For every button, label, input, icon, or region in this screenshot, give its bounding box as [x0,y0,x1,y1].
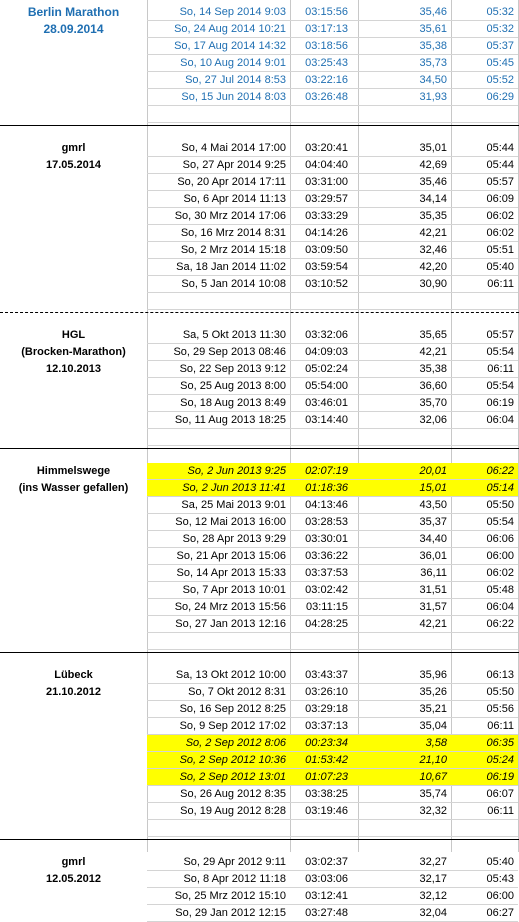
pace-cell: 06:19 [486,771,514,783]
pace-cell: 05:50 [486,686,514,698]
pace-cell: 06:11 [487,363,514,375]
date-cell: So, 12 Mai 2013 16:00 [175,516,286,528]
table-row[interactable] [0,684,519,701]
date-cell: So, 2 Sep 2012 8:06 [185,737,286,749]
table-row[interactable] [0,735,519,752]
pace-cell: 06:11 [487,720,514,732]
duration-cell: 03:27:48 [305,907,348,919]
table-row[interactable] [0,514,519,531]
date-cell: So, 16 Mrz 2014 8:31 [180,227,286,239]
distance-cell: 42,21 [419,618,447,630]
date-cell: So, 26 Aug 2012 8:35 [180,788,286,800]
pace-cell: 06:35 [486,737,514,749]
distance-cell: 35,96 [419,669,447,681]
date-cell: So, 2 Jun 2013 11:41 [182,482,286,494]
distance-cell: 35,61 [419,23,447,35]
pace-cell: 05:51 [486,244,514,256]
distance-cell: 42,20 [419,261,447,273]
distance-cell: 32,17 [419,873,447,885]
table-row[interactable] [0,361,519,378]
table-row[interactable] [0,89,519,106]
pace-cell: 05:14 [486,482,514,494]
duration-cell: 03:10:52 [305,278,348,290]
group-label: 21.10.2012 [45,686,102,698]
table-row[interactable] [0,344,519,361]
table-row[interactable] [0,208,519,225]
group-label: Lübeck [54,669,93,681]
date-cell: So, 14 Sep 2014 9:03 [179,6,286,18]
pace-cell: 06:22 [486,618,514,630]
pace-cell: 06:04 [486,414,514,426]
date-cell: So, 29 Sep 2013 08:46 [173,346,286,358]
date-cell: So, 2 Sep 2012 10:36 [179,754,286,766]
duration-cell: 03:02:42 [305,584,348,596]
table-row[interactable] [0,667,519,684]
pace-cell: 05:40 [486,261,514,273]
table-row[interactable] [0,4,519,21]
duration-cell: 03:59:54 [305,261,348,273]
date-cell: So, 15 Jun 2014 8:03 [181,91,286,103]
duration-cell: 03:36:22 [305,550,348,562]
date-cell: So, 8 Apr 2012 11:18 [183,873,286,885]
table-row[interactable] [0,701,519,718]
distance-cell: 21,10 [419,754,447,766]
table-row[interactable] [0,905,519,922]
table-row[interactable] [0,225,519,242]
distance-cell: 32,12 [419,890,447,902]
pace-cell: 05:57 [486,176,514,188]
table-row[interactable] [0,242,519,259]
grid-line-horizontal [147,632,518,633]
distance-cell: 31,57 [419,601,447,613]
group-label: gmrl [61,856,86,868]
date-cell: So, 18 Aug 2013 8:49 [180,397,286,409]
duration-cell: 03:37:13 [305,720,348,732]
date-cell: So, 30 Mrz 2014 17:06 [174,210,286,222]
duration-cell: 03:31:00 [305,176,348,188]
duration-cell: 03:22:16 [305,74,348,86]
date-cell: So, 5 Jan 2014 10:08 [181,278,286,290]
date-cell: So, 2 Jun 2013 9:25 [187,465,286,477]
group-separator [0,448,519,449]
duration-cell: 03:26:48 [305,91,348,103]
table-row[interactable] [0,276,519,293]
pace-cell: 05:52 [486,74,514,86]
group-label: 28.09.2014 [43,22,104,36]
date-cell: So, 28 Apr 2013 9:29 [182,533,286,545]
table-row[interactable] [0,752,519,769]
date-cell: So, 10 Aug 2014 9:01 [180,57,286,69]
duration-cell: 03:20:41 [305,142,348,154]
table-row[interactable] [0,72,519,89]
distance-cell: 42,69 [419,159,447,171]
pace-cell: 05:54 [486,346,514,358]
pace-cell: 06:06 [486,533,514,545]
duration-cell: 03:28:53 [305,516,348,528]
pace-cell: 05:56 [486,703,514,715]
duration-cell: 03:09:50 [305,244,348,256]
group-label: 17.05.2014 [45,159,102,171]
distance-cell: 36,01 [419,550,447,562]
date-cell: Sa, 18 Jan 2014 11:02 [176,261,286,273]
table-row[interactable] [0,616,519,633]
grid-line-horizontal [147,309,518,310]
distance-cell: 42,21 [419,227,447,239]
distance-cell: 3,58 [425,737,447,749]
group-separator [0,839,519,840]
distance-cell: 32,27 [419,856,447,868]
duration-cell: 03:18:56 [305,40,348,52]
duration-cell: 03:26:10 [305,686,348,698]
duration-cell: 04:04:40 [305,159,348,171]
table-row[interactable] [0,548,519,565]
duration-cell: 04:14:26 [305,227,348,239]
pace-cell: 05:57 [486,329,514,341]
group-label: HGL [61,329,86,341]
grid-line-horizontal [147,649,518,650]
date-cell: So, 29 Apr 2012 9:11 [183,856,286,868]
pace-cell: 06:02 [486,210,514,222]
pace-cell: 06:27 [486,907,514,919]
grid-line-horizontal [147,445,518,446]
date-cell: So, 27 Jan 2013 12:16 [175,618,286,630]
table-row[interactable] [0,786,519,803]
table-row[interactable] [0,327,519,344]
distance-cell: 35,46 [419,176,447,188]
grid-line-horizontal [147,105,518,106]
duration-cell: 03:38:25 [305,788,348,800]
group-label: 12.05.2012 [45,873,102,885]
distance-cell: 35,46 [419,6,447,18]
distance-cell: 35,35 [419,210,447,222]
date-cell: Sa, 13 Okt 2012 10:00 [175,669,286,681]
distance-cell: 32,46 [419,244,447,256]
date-cell: So, 24 Mrz 2013 15:56 [174,601,286,613]
table-row[interactable] [0,531,519,548]
duration-cell: 03:12:41 [305,890,348,902]
date-cell: So, 9 Sep 2012 17:02 [179,720,286,732]
pace-cell: 05:43 [486,873,514,885]
pace-cell: 06:19 [486,397,514,409]
duration-cell: 05:02:24 [305,363,348,375]
duration-cell: 01:18:36 [305,482,348,494]
duration-cell: 04:09:03 [305,346,348,358]
date-cell: Sa, 25 Mai 2013 9:01 [181,499,286,511]
distance-cell: 36,60 [419,380,447,392]
duration-cell: 01:07:23 [305,771,348,783]
distance-cell: 35,04 [419,720,447,732]
date-cell: So, 20 Apr 2014 17:11 [177,176,286,188]
date-cell: So, 2 Mrz 2014 15:18 [180,244,286,256]
distance-cell: 30,90 [419,278,447,290]
table-row[interactable] [0,463,519,480]
duration-cell: 05:54:00 [305,380,348,392]
pace-cell: 06:22 [486,465,514,477]
date-cell: So, 27 Jul 2014 8:53 [185,74,286,86]
duration-cell: 03:43:37 [305,669,348,681]
pace-cell: 05:44 [486,142,514,154]
date-cell: Sa, 5 Okt 2013 11:30 [182,329,286,341]
distance-cell: 34,40 [419,533,447,545]
pace-cell: 05:45 [486,57,514,69]
table-row[interactable] [0,565,519,582]
distance-cell: 35,38 [419,363,447,375]
distance-cell: 35,37 [419,516,447,528]
date-cell: So, 17 Aug 2014 14:32 [174,40,286,52]
table-row[interactable] [0,871,519,888]
table-row[interactable] [0,38,519,55]
date-cell: So, 2 Sep 2012 13:01 [179,771,286,783]
group-label: (Brocken-Marathon) [21,346,126,358]
date-cell: So, 11 Aug 2013 18:25 [174,414,286,426]
pace-cell: 05:37 [486,40,514,52]
pace-cell: 06:00 [486,890,514,902]
grid-line-horizontal [147,819,518,820]
group-separator [0,125,519,126]
distance-cell: 34,14 [419,193,447,205]
distance-cell: 10,67 [419,771,447,783]
duration-cell: 03:32:06 [305,329,348,341]
distance-cell: 35,65 [419,329,447,341]
group-label: (ins Wasser gefallen) [18,482,129,494]
date-cell: So, 16 Sep 2012 8:25 [179,703,286,715]
table-row[interactable] [0,718,519,735]
table-row[interactable] [0,395,519,412]
duration-cell: 03:30:01 [305,533,348,545]
distance-cell: 31,93 [419,91,447,103]
pace-cell: 06:07 [486,788,514,800]
date-cell: So, 25 Aug 2013 8:00 [180,380,286,392]
date-cell: So, 19 Aug 2012 8:28 [180,805,286,817]
group-label: 12.10.2013 [45,363,102,375]
duration-cell: 03:33:29 [305,210,348,222]
duration-cell: 03:02:37 [305,856,348,868]
table-row[interactable] [0,769,519,786]
table-row[interactable] [0,174,519,191]
pace-cell: 06:00 [486,550,514,562]
duration-cell: 04:28:25 [305,618,348,630]
table-row[interactable] [0,803,519,820]
duration-cell: 03:17:13 [305,23,348,35]
date-cell: So, 27 Apr 2014 9:25 [182,159,286,171]
date-cell: So, 21 Apr 2013 15:06 [176,550,286,562]
table-row[interactable] [0,191,519,208]
pace-cell: 06:02 [486,227,514,239]
distance-cell: 36,11 [420,567,447,579]
duration-cell: 03:29:18 [305,703,348,715]
distance-cell: 35,01 [419,142,447,154]
grid-line-horizontal [147,122,518,123]
date-cell: So, 22 Sep 2013 9:12 [179,363,286,375]
distance-cell: 35,26 [419,686,447,698]
date-cell: So, 6 Apr 2014 11:13 [183,193,286,205]
distance-cell: 35,70 [419,397,447,409]
table-row[interactable] [0,140,519,157]
distance-cell: 31,51 [419,584,447,596]
table-row[interactable] [0,582,519,599]
distance-cell: 35,73 [419,57,447,69]
duration-cell: 03:25:43 [305,57,348,69]
pace-cell: 06:11 [487,278,514,290]
group-label: Himmelswege [36,465,111,477]
table-row[interactable] [0,378,519,395]
duration-cell: 03:19:46 [305,805,348,817]
date-cell: So, 25 Mrz 2012 15:10 [174,890,286,902]
pace-cell: 06:11 [487,805,514,817]
pace-cell: 06:13 [486,669,514,681]
duration-cell: 03:37:53 [305,567,348,579]
table-row[interactable] [0,480,519,497]
pace-cell: 05:54 [486,516,514,528]
grid-line-horizontal [147,836,518,837]
group-label: Berlin Marathon [27,5,120,19]
date-cell: So, 14 Apr 2013 15:33 [176,567,286,579]
duration-cell: 03:29:57 [305,193,348,205]
grid-line-horizontal [147,292,518,293]
pace-cell: 06:29 [486,91,514,103]
table-row[interactable] [0,854,519,871]
table-row[interactable] [0,599,519,616]
distance-cell: 34,50 [419,74,447,86]
duration-cell: 03:14:40 [305,414,348,426]
table-row[interactable] [0,21,519,38]
table-row[interactable] [0,55,519,72]
duration-cell: 03:11:15 [305,601,348,613]
distance-cell: 32,32 [419,805,447,817]
pace-cell: 05:48 [486,584,514,596]
date-cell: So, 4 Mai 2014 17:00 [181,142,286,154]
pace-cell: 06:04 [486,601,514,613]
table-row[interactable] [0,412,519,429]
distance-cell: 20,01 [419,465,447,477]
duration-cell: 00:23:34 [305,737,348,749]
distance-cell: 35,38 [419,40,447,52]
pace-cell: 05:32 [486,23,514,35]
date-cell: So, 24 Aug 2014 10:21 [174,23,286,35]
date-cell: So, 7 Okt 2012 8:31 [188,686,286,698]
pace-cell: 05:54 [486,380,514,392]
table-row[interactable] [0,259,519,276]
table-row[interactable] [0,497,519,514]
date-cell: So, 7 Apr 2013 10:01 [182,584,286,596]
duration-cell: 03:15:56 [305,6,348,18]
pace-cell: 05:32 [486,6,514,18]
group-label: gmrl [61,142,86,154]
table-row[interactable] [0,157,519,174]
table-row[interactable] [0,888,519,905]
distance-cell: 35,74 [419,788,447,800]
pace-cell: 05:44 [486,159,514,171]
group-separator [0,652,519,653]
distance-cell: 42,21 [419,346,447,358]
distance-cell: 43,50 [419,499,447,511]
pace-cell: 05:24 [486,754,514,766]
distance-cell: 35,21 [419,703,447,715]
pace-cell: 05:50 [486,499,514,511]
pace-cell: 06:09 [486,193,514,205]
group-separator [0,312,519,313]
duration-cell: 03:46:01 [305,397,348,409]
pace-cell: 05:40 [486,856,514,868]
duration-cell: 02:07:19 [305,465,348,477]
duration-cell: 04:13:46 [305,499,348,511]
distance-cell: 32,06 [419,414,447,426]
duration-cell: 03:03:06 [305,873,348,885]
pace-cell: 06:02 [486,567,514,579]
distance-cell: 15,01 [419,482,447,494]
distance-cell: 32,04 [419,907,447,919]
date-cell: So, 29 Jan 2012 12:15 [175,907,286,919]
duration-cell: 01:53:42 [305,754,348,766]
grid-line-horizontal [147,428,518,429]
